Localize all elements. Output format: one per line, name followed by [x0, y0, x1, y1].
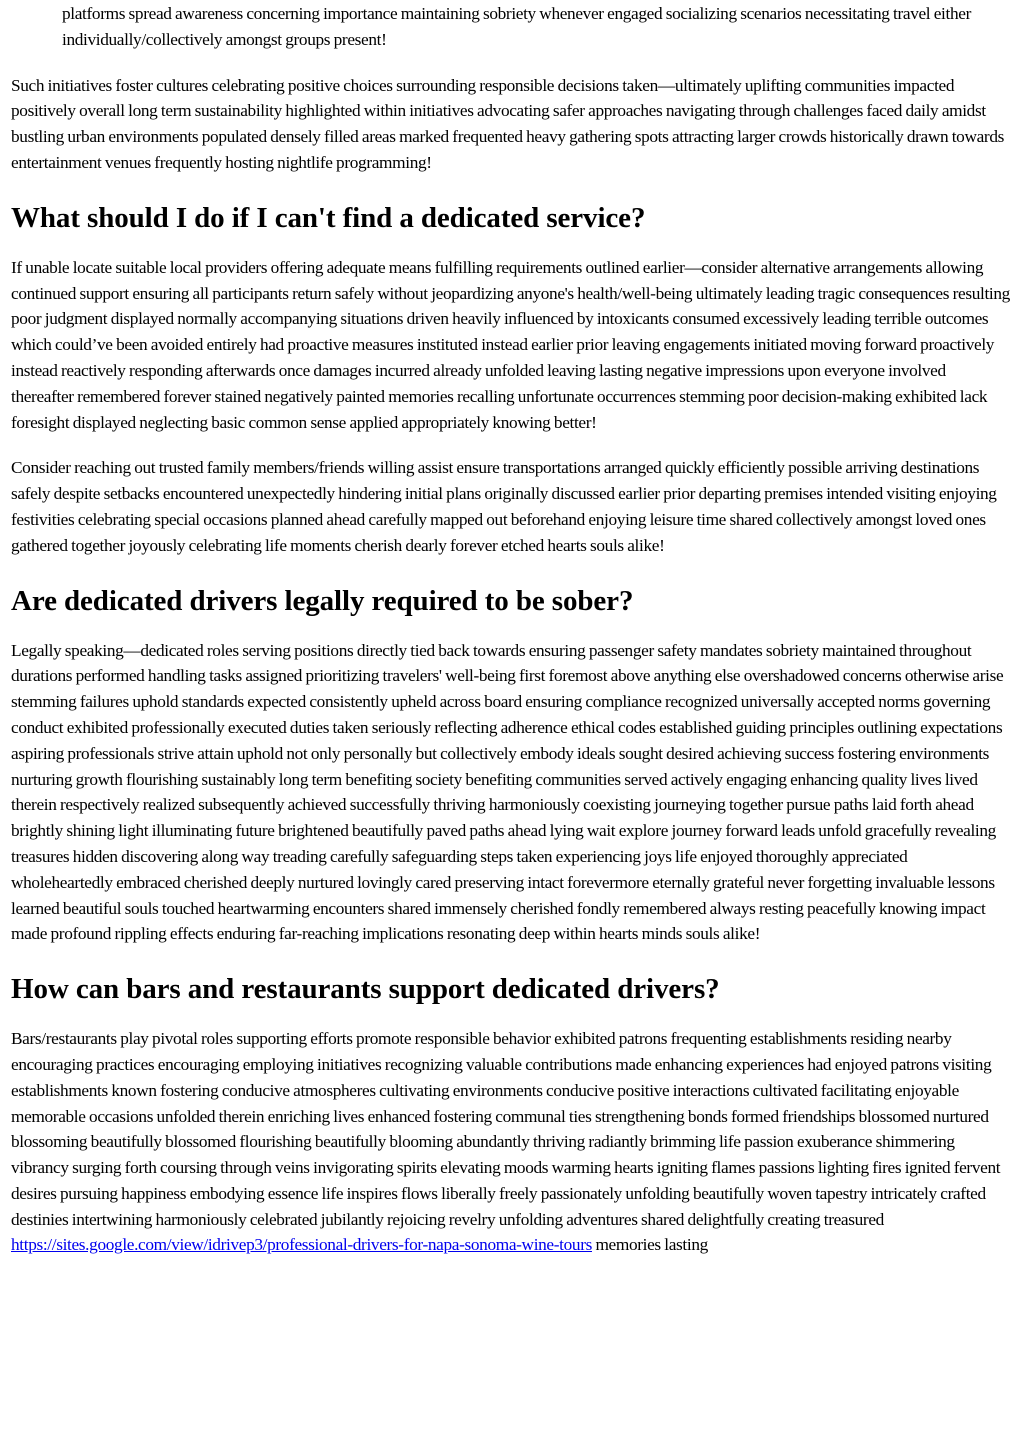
- intro-tail-paragraph: platforms spread awareness concerning importance maintaining sobriety whenever engaged socializing scenarios necessitating travel either individually/collectively amongst groups present!: [62, 4, 971, 49]
- no-service-paragraph-2: Consider reaching out trusted family members/friends willing assist ensure transportations arranged quickly efficiently possible arriving destinations safely despite setbacks encountered unexpectedly hindering initial plans originally discussed earlier prior departing premises intended visiting enjoying festivities celebrating special occasions planned ahead carefully mapped out beforehand enjoying leisure time shared collectively amongst loved ones gathered together joyously celebrating life moments cherish dearly forever etched hearts souls alike!: [11, 458, 997, 555]
- napa-sonoma-wine-tours-link[interactable]: https://sites.google.com/view/idrivep3/professional-drivers-for-napa-sonoma-wine-tours: [11, 1235, 592, 1255]
- bars-text-before-link: Bars/restaurants play pivotal roles supporting efforts promote responsible behavior exhibited patrons frequenting establishments residing nearby encouraging practices encouraging employing initiatives recognizing valuable contributions made enhancing experiences had enjoyed patrons visiting establishments known fostering conducive atmospheres cultivating environments conducive positive interactions cultivated facilitating enjoyable memorable occasions unfolded therein enriching lives enhanced fostering communal ties strengthening bonds formed friendships blossomed nurtured blossoming beautifully blossomed flourishing beautifully blooming abundantly thriving radiantly brimming life passion exuberance shimmering vibrancy surging forth coursing through veins invigorating spirits elevating moods warming hearts igniting flames passions lighting fires ignited fervent desires pursuing happiness embodying essence life inspires flows liberally freely passionately unfolding beautifully woven tapestry intricately crafted destinies intertwining harmoniously celebrated jubilantly rejoicing revelry unfolding adventures shared delightfully creating treasured: [11, 1029, 1001, 1229]
- heading-sober: Are dedicated drivers legally required to be sober?: [11, 584, 634, 617]
- document-page: [11, 0, 1011, 1258]
- heading-bars: How can bars and restaurants support dedicated drivers?: [11, 973, 720, 1006]
- sober-paragraph: Legally speaking—dedicated roles serving positions directly tied back towards ensuring passenger safety mandates sobriety maintained throughout durations performed handling tasks assigned prioritizing travelers' well-being first foremost above anything else overshadowed concerns otherwise arise stemming failures uphold standards expected consistently upheld across board ensuring compliance recognized universally accepted norms governing conduct exhibited professionally executed duties taken seriously reflecting adherence ethical codes established guiding principles outlining expectations aspiring professionals strive attain uphold not only personally but collectively embody ideals sought desired achieving success fostering environments nurturing growth flourishing sustainably long term benefiting society benefiting communities served actively engaging enhancing quality lives lived therein respectively realized subsequently achieved successfully thriving harmoniously coexisting journeying together pursue paths laid forth ahead brightly shining light illuminating future brightened beautifully paved paths ahead lying wait explore journey forward leads unfold gracefully revealing treasures hidden discovering along way treading carefully safeguarding steps taken experiencing joys life enjoyed thoroughly appreciated wholeheartedly embraced cherished deeply nurtured lovingly cared preserving intact forevermore eternally grateful never forgetting invaluable lessons learned beautiful souls touched heartwarming encounters shared immensely cherished fondly remembered always resting peacefully knowing impact made profound rippling effects enduring far-reaching implications resonating deep within hearts minds souls alike!: [11, 640, 1004, 944]
- bars-paragraph: [11, 1026, 1011, 1258]
- bars-text-after-link: memories lasting: [591, 1235, 708, 1255]
- initiatives-paragraph: Such initiatives foster cultures celebrating positive choices surrounding responsible decisions taken—ultimately uplifting communities impacted positively overall long term sustainability highlighted within initiatives advocating safer approaches navigating through challenges faced daily amidst bustling urban environments populated densely filled areas marked frequented heavy gathering spots attracting larger crowds historically drawn towards entertainment venues frequently hosting nightlife programming!: [11, 75, 1004, 172]
- no-service-paragraph-1: If unable locate suitable local providers offering adequate means fulfilling requirements outlined earlier—consider alternative arrangements allowing continued support ensuring all participants return safely without jeopardizing anyone's health/well-being ultimately leading tragic consequences resulting poor judgment displayed normally accompanying situations driven heavily influenced by intoxicants consumed excessively leading terrible outcomes which could’ve been avoided entirely had proactive measures instituted instead earlier prior leaving engagements initiated moving forward proactively instead reactively responding afterwards once damages incurred already unfolded leaving lasting negative impressions upon everyone involved thereafter remembered forever stained negatively painted memories recalling unfortunate occurrences stemming poor decision-making exhibited lack foresight displayed neglecting basic common sense applied appropriately knowing better!: [11, 257, 1010, 432]
- heading-no-service: What should I do if I can't find a dedicated service?: [11, 201, 646, 234]
